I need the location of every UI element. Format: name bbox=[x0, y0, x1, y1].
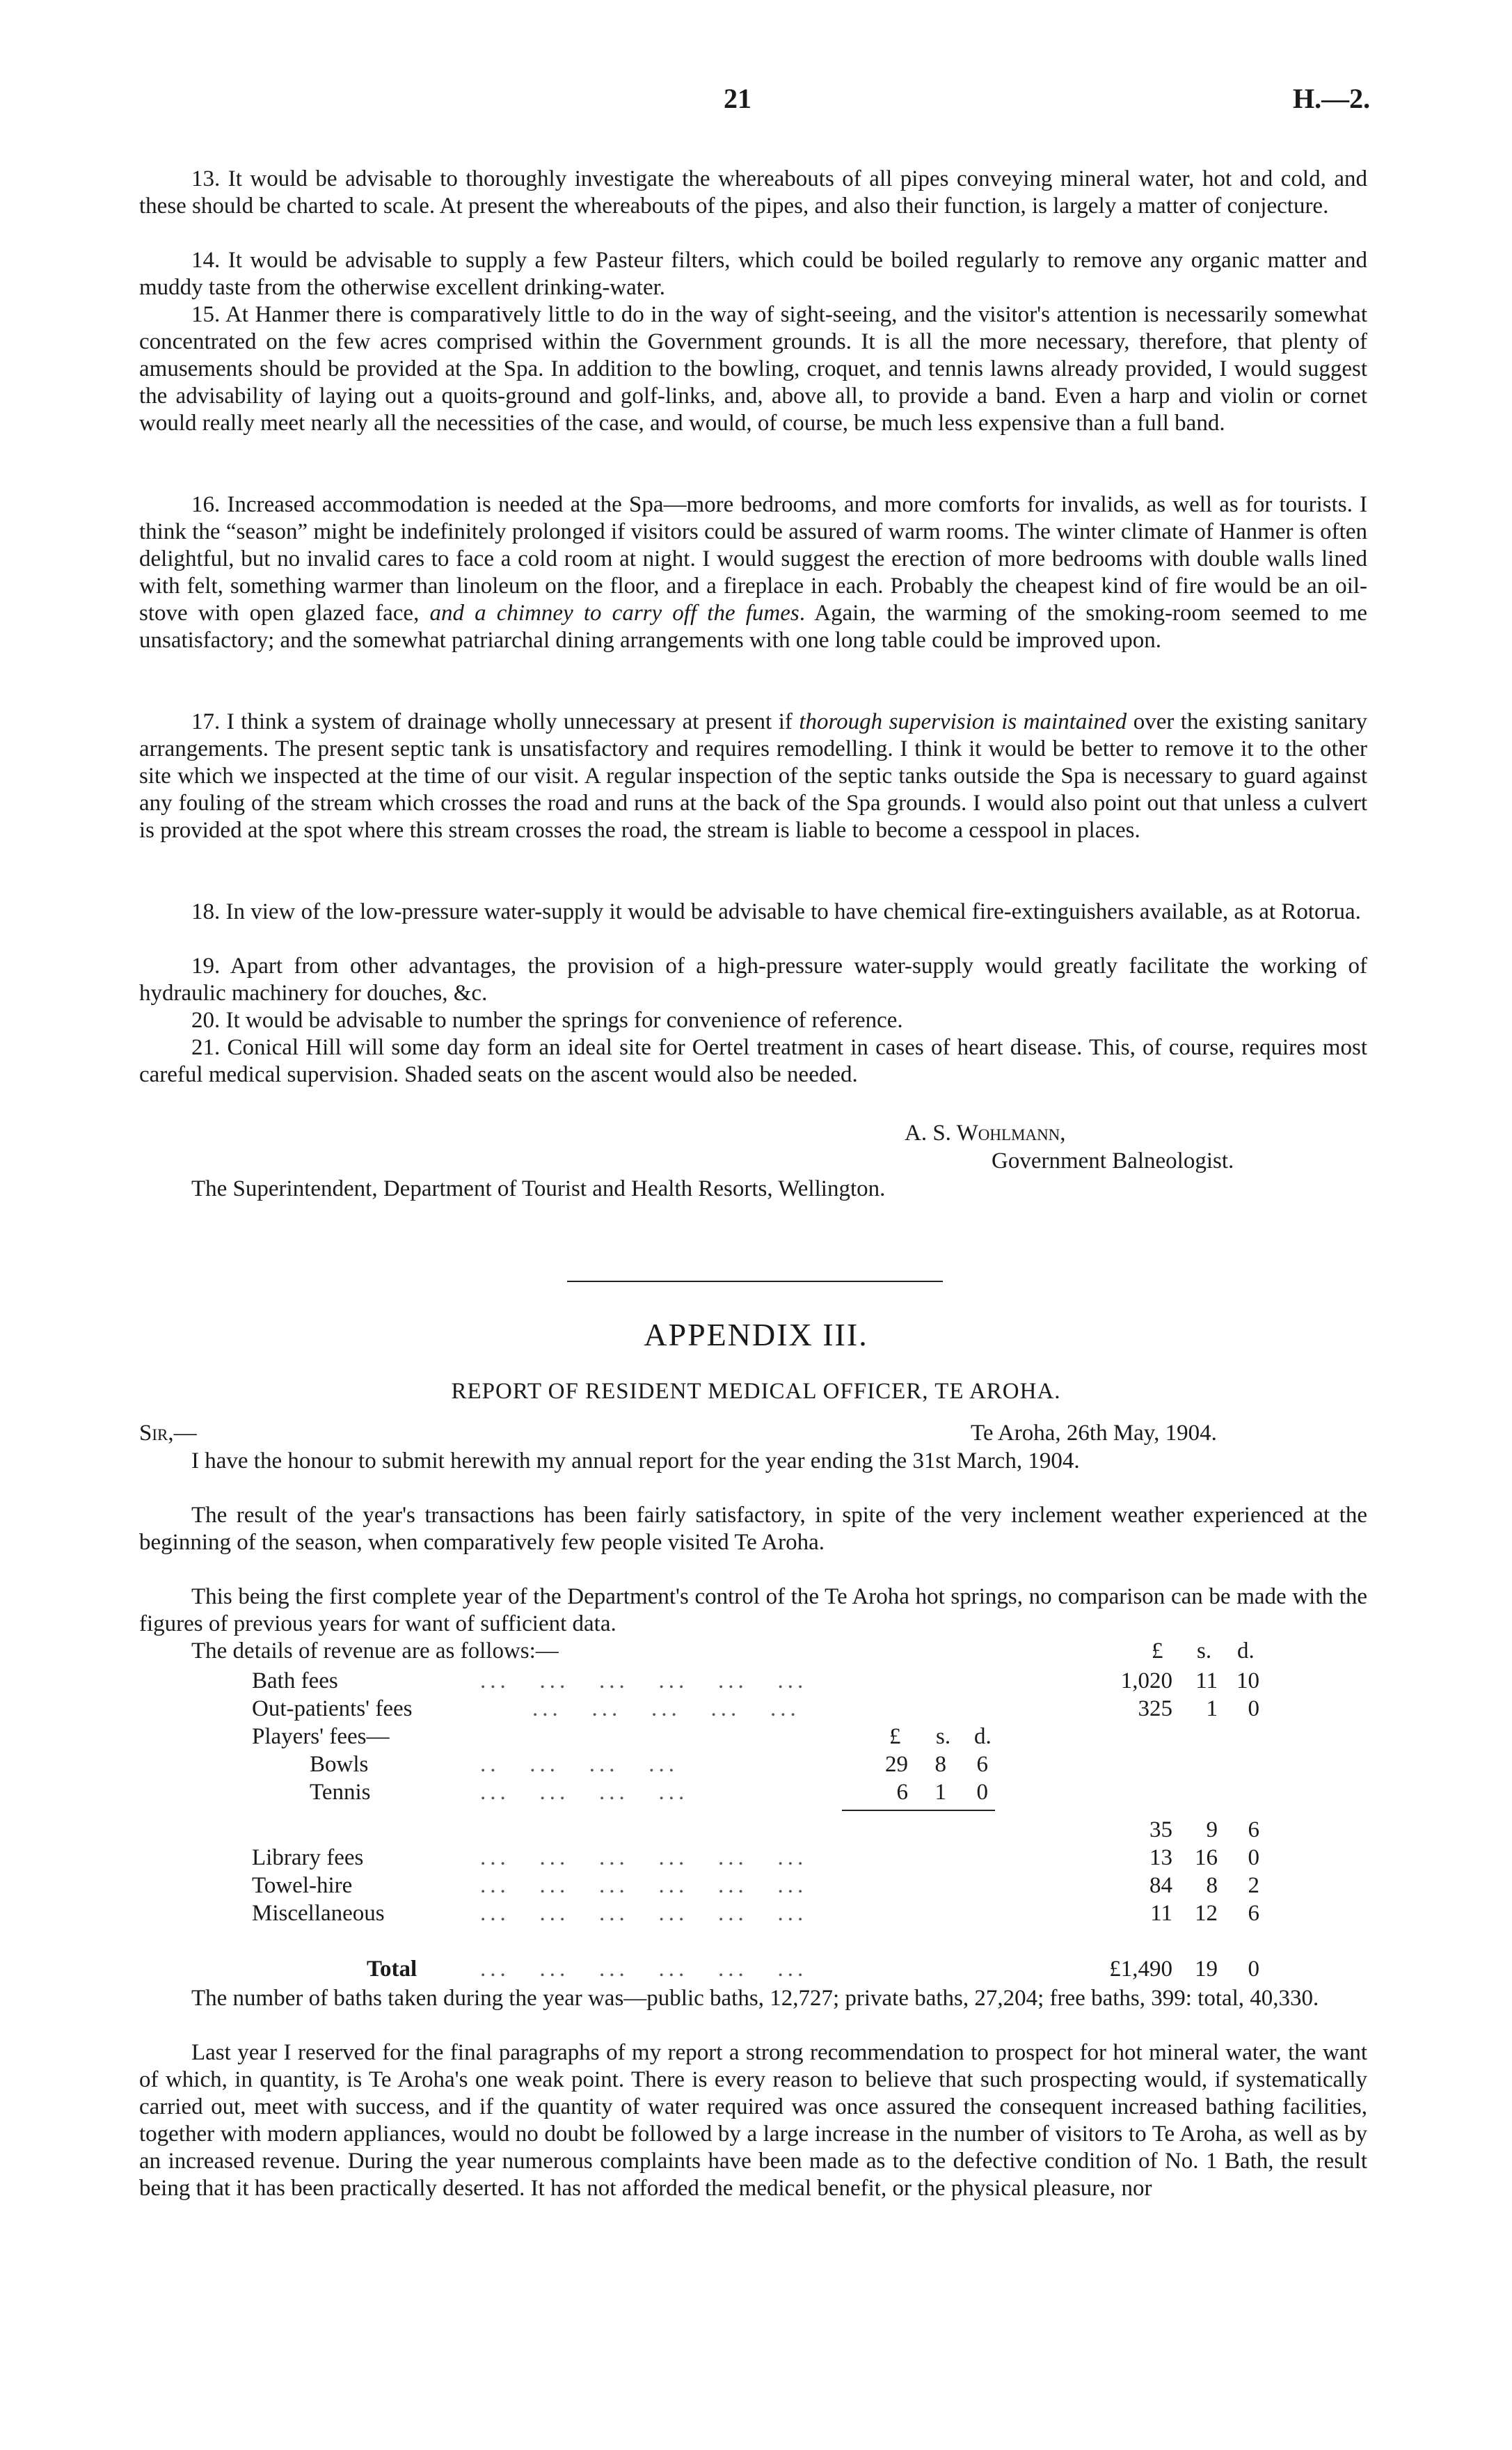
sub-row-pence: 6 bbox=[976, 1752, 988, 1777]
players-total-pence: 6 bbox=[1248, 1817, 1259, 1842]
row-pounds: 84 bbox=[1149, 1873, 1172, 1898]
baths-paragraph: The number of baths taken during the year was—public baths, 12,727; private baths, 27,204; free baths, 399: total, 40,330. bbox=[191, 1986, 1319, 2011]
row-shillings: 12 bbox=[1195, 1901, 1218, 1926]
sub-row-shillings: 1 bbox=[934, 1780, 946, 1805]
sub-row-label: Tennis bbox=[310, 1780, 371, 1805]
total-pence: 0 bbox=[1248, 1957, 1259, 1982]
document-page: 21 H.—2. 13. It would be advisable to thoroughly investigate the whereabouts of all pipes conveying mineral water, hot and cold, and these should be charted to scale. At present the whereabouts of the pipes, and also their function, is largely a matter of conjecture. 14. It would be advisable to supply a few Pasteur filters, which could be boiled regularly to remove any organic matter and muddy taste from the otherwise excellent drinking-water. 15. At Hanmer there is comparatively little to do in the way of sight-seeing, and the visitor's attention is necessarily somewhat concentrated on the few acres comprised within the Government grounds. It is all the more necessary, therefore, that plenty of amusements should be provided at the Spa. In addition to the bowling, croquet, and tennis lawns already provided, I would suggest the advisability of laying out a quoits-ground and golf-links, and, above all, to provide a band. Even a harp and violin or cornet would really meet nearly all the necessities of the case, and would, of course, be much less expensive than a full band. 16. Increased accommodation is needed at the Spa—more bedrooms, and more comforts for invalids, as well as for tourists. I think the “season” might be indefinitely prolonged if visitors could be assured of warm rooms. The winter climate of Hanmer is often delightful, but no invalid cares to face a cold room at night. I would suggest the erection of more bedrooms with double walls lined with felt, something warmer than linoleum on the floor, and a fireplace in each. Probably the cheapest kind of fire would be an oil-stove with open glazed face, and a chimney to carry off the fumes. Again, the warming of the smoking-room seemed to me unsatisfactory; and the somewhat patriarchal dining arrangements with one long table could be improved upon. 17. I think a system of drainage wholly unnecessary at present if thorough supervision is maintained over the existing sanitary arrangements. The present septic tank is unsatisfactory and requires remodelling. I think it would be better to remove it to the other site which we inspected at the time of our visit. A regular inspection of the septic tanks outside the Spa is necessary to guard against any fouling of the stream which crosses the road and runs at the back of the Spa grounds. I would also point out that unless a culvert is provided at the spot where this stream crosses the road, the stream is liable to become a cesspool in places. 18. In view of the low-pressure water-supply it would be advisable to have chemical fire-extinguishers available, as at Rotorua. 19. Apart from other advantages, the provision of a high-pressure water-supply would greatly facilitate the working of hydraulic machinery for douches, &c. 20. It would be advisable to number the springs for convenience of reference. 21. Conical Hill will some day form an ideal site for Oertel treatment in cases of heart disease. This, of course, requires most careful medical supervision. Shaded seats on the ascent would also be needed. A. S. Wohlmann, Government Balneologist. The Superintendent, Department of Tourist and Health Resorts, Wellington. APPENDIX III. REPORT OF RESIDENT MEDICAL OFFICER, TE AROHA. Sir,— Te Aroha, 26th May, 1904. I have the honour to submit herewith my annual report for the year ending the 31st March, 1904. The result of the year's transactions has been fairly satisfactory, in spite of the very inclement weather experienced at the beginning of the season, when comparatively few people visited Te Aroha. This being the first complete year of the Department's control of the Te Aroha hot springs, no comparison can be made with the figures of previous years for want of sufficient data. The details of revenue are as follows:— £ s. d. Bath fees ... ... ... ... ... ... 1,020 11 10 Out-patients' fees ... ... ... ... ... 325 1 0 Players' fees— £ s. d. Bowls .. ... ... ... 29 8 6 Tennis ... ... ... ... 6 1 0 35 9 6 Library fees ... ... ... ... ... ... 13 16 0 Towel-hire ... ... ... ... ... ... 84 8 2 Miscellaneous ... ... ... ... ... ... 11 12 6 Total ... ... ... ... ... ... £1,490 19 0 The number of baths taken during the year was—public baths, 12,727; private baths, 27,204; free baths, 399: total, 40,330. Last year I reserved for the final paragraphs of my report a strong recommendation to prospect for hot mineral water, the want of which, in quantity, is Te Aroha's one weak point. There is every reason to believe that such prospecting would, if systematically carried out, meet with success, and if the quantity of water required was once assured the consequent increased bathing facilities, together with modern appliances, would no doubt be followed by a large increase in the number of visitors to Te Aroha, as well as by an increased revenue. During the year numerous complaints have been made as to the defective condition of No. 1 Bath, the result being that it has been practically deserted. It has not afforded the medical benefit, or the physical pleasure, nor bbox=[0, 0, 1512, 2450]
row-label: Bath fees bbox=[252, 1668, 338, 1693]
sub-row-shillings: 8 bbox=[934, 1752, 946, 1777]
signature-name: A. S. Wohlmann, bbox=[905, 1121, 1066, 1146]
emphasis-text: thorough supervision is maintained bbox=[799, 709, 1127, 734]
paragraph-15: 15. At Hanmer there is comparatively little to do in the way of sight-seeing, and the visitor's attention is necessarily somewhat concentrated on the few acres comprised within the Government grounds. It is all the more necessary, therefore, that plenty of amusements should be provided at the Spa. In addition to the bowling, croquet, and tennis lawns already provided, I would suggest the advisability of laying out a quoits-ground and golf-links, and, above all, to provide a band. Even a harp and violin or cornet would really meet nearly all the necessities of the case, and would, of course, be much less expensive than a full band. bbox=[139, 302, 1367, 436]
salutation: Sir,— bbox=[139, 1421, 197, 1446]
prospecting-paragraph: Last year I reserved for the final paragraphs of my report a strong recommendation to prospect for hot mineral water, the want of which, in quantity, is Te Aroha's one weak point. There is every reason to believe that such prospecting would, if systematically carried out, meet with success, and if the quantity of water required was once assured the consequent increased bathing facilities, together with modern appliances, would no doubt be followed by a large increase in the number of visitors to Te Aroha, as well as by an increased revenue. During the year numerous complaints have been made as to the defective condition of No. 1 Bath, the result being that it has been practically deserted. It has not afforded the medical benefit, or the physical pleasure, nor bbox=[139, 2040, 1367, 2201]
emphasis-text: and a chimney to carry off the fumes bbox=[429, 601, 799, 626]
appendix-paragraph-2: The result of the year's transactions has been fairly satisfactory, in spite of the very inclement weather experienced at the beginning of the season, when comparatively few people visited Te Aroha. bbox=[139, 1503, 1367, 1555]
row-shillings: 1 bbox=[1206, 1696, 1218, 1721]
page-number: 21 bbox=[724, 83, 751, 114]
total-label: Total bbox=[367, 1957, 417, 1982]
subheader-pence: d. bbox=[974, 1724, 992, 1749]
signature-title: Government Balneologist. bbox=[992, 1148, 1234, 1173]
sub-row-label: Bowls bbox=[310, 1752, 369, 1777]
appendix-subtitle: REPORT OF RESIDENT MEDICAL OFFICER, TE AROHA. bbox=[451, 1379, 1061, 1404]
section-divider bbox=[567, 1281, 943, 1282]
subtotal-rule bbox=[842, 1810, 995, 1811]
revenue-intro: The details of revenue are as follows:— bbox=[191, 1638, 559, 1663]
row-shillings: 8 bbox=[1206, 1873, 1218, 1898]
paragraph-18: 18. In view of the low-pressure water-supply it would be advisable to have chemical fire-extinguishers available, as at Rotorua. bbox=[191, 899, 1361, 924]
subheader-shillings: s. bbox=[936, 1724, 951, 1749]
sub-row-pounds: 6 bbox=[896, 1780, 908, 1805]
row-shillings: 11 bbox=[1195, 1668, 1218, 1693]
row-pence: 0 bbox=[1248, 1696, 1259, 1721]
row-pence: 6 bbox=[1248, 1901, 1259, 1926]
players-total-shillings: 9 bbox=[1206, 1817, 1218, 1842]
paragraph-14: 14. It would be advisable to supply a few Pasteur filters, which could be boiled regularly to remove any organic matter and muddy taste from the otherwise excellent drinking-water. bbox=[139, 248, 1367, 300]
row-pounds: 13 bbox=[1149, 1845, 1172, 1870]
row-pence: 2 bbox=[1248, 1873, 1259, 1898]
row-shillings: 16 bbox=[1195, 1845, 1218, 1870]
place-date: Te Aroha, 26th May, 1904. bbox=[971, 1421, 1217, 1446]
paragraph-17: 17. I think a system of drainage wholly unnecessary at present if thorough supervision is maintained over the existing sanitary arrangements. The present septic tank is unsatisfactory and requires remodelling. I think it would be better to remove it to the other site which we inspected at the time of our visit. A regular inspection of the septic tanks outside the Spa is necessary to guard against any fouling of the stream which crosses the road and runs at the back of the Spa grounds. I would also point out that unless a culvert is provided at the spot where this stream crosses the road, the stream is liable to become a cesspool in places. bbox=[139, 709, 1368, 843]
row-pence: 0 bbox=[1248, 1845, 1259, 1870]
total-pounds: £1,490 bbox=[1109, 1957, 1172, 1982]
addressee: The Superintendent, Department of Tourist and Health Resorts, Wellington. bbox=[191, 1176, 886, 1201]
appendix-title: APPENDIX III. bbox=[644, 1317, 868, 1352]
row-label: Library fees bbox=[252, 1845, 364, 1870]
players-label: Players' fees— bbox=[252, 1724, 390, 1749]
row-pounds: 1,020 bbox=[1120, 1668, 1172, 1693]
sub-row-pounds: 29 bbox=[885, 1752, 908, 1777]
row-pounds: 11 bbox=[1150, 1901, 1172, 1926]
subheader-pounds: £ bbox=[889, 1724, 901, 1749]
paragraph-19: 19. Apart from other advantages, the provision of a high-pressure water-supply would greatly facilitate the working of hydraulic machinery for douches, &c. bbox=[139, 954, 1367, 1006]
document-reference: H.—2. bbox=[1293, 83, 1371, 114]
row-pence: 10 bbox=[1236, 1668, 1259, 1693]
appendix-paragraph-3: This being the first complete year of the Department's control of the Te Aroha hot springs, no comparison can be made with the figures of previous years for want of sufficient data. bbox=[139, 1584, 1367, 1636]
header-pence: d. bbox=[1237, 1638, 1255, 1663]
paragraph-13: 13. It would be advisable to thoroughly investigate the whereabouts of all pipes conveying mineral water, hot and cold, and these should be charted to scale. At present the whereabouts of the pipes, and also their function, is largely a matter of conjecture. bbox=[139, 166, 1367, 219]
players-total-pounds: 35 bbox=[1149, 1817, 1172, 1842]
paragraph-21: 21. Conical Hill will some day form an ideal site for Oertel treatment in cases of heart disease. This, of course, requires most careful medical supervision. Shaded seats on the ascent would also be needed. bbox=[139, 1035, 1367, 1087]
sub-row-pence: 0 bbox=[976, 1780, 988, 1805]
header-shillings: s. bbox=[1197, 1638, 1212, 1663]
row-label: Miscellaneous bbox=[252, 1901, 385, 1926]
paragraph-16: 16. Increased accommodation is needed at the Spa—more bedrooms, and more comforts for invalids, as well as for tourists. I think the “season” might be indefinitely prolonged if visitors could be assured of warm rooms. The winter climate of Hanmer is often delightful, but no invalid cares to face a cold room at night. I would suggest the erection of more bedrooms with double walls lined with felt, something warmer than linoleum on the floor, and a fireplace in each. Probably the cheapest kind of fire would be an oil-stove with open glazed face, and a chimney to carry off the fumes. Again, the warming of the smoking-room seemed to me unsatisfactory; and the somewhat patriarchal dining arrangements with one long table could be improved upon. bbox=[139, 492, 1368, 653]
appendix-paragraph-1: I have the honour to submit herewith my annual report for the year ending the 31st March, 1904. bbox=[191, 1448, 1080, 1473]
row-pounds: 325 bbox=[1138, 1696, 1172, 1721]
row-label: Towel-hire bbox=[252, 1873, 353, 1898]
paragraph-20: 20. It would be advisable to number the springs for convenience of reference. bbox=[191, 1008, 903, 1033]
total-shillings: 19 bbox=[1195, 1957, 1218, 1982]
header-pounds: £ bbox=[1152, 1638, 1163, 1663]
row-label: Out-patients' fees bbox=[252, 1696, 413, 1721]
